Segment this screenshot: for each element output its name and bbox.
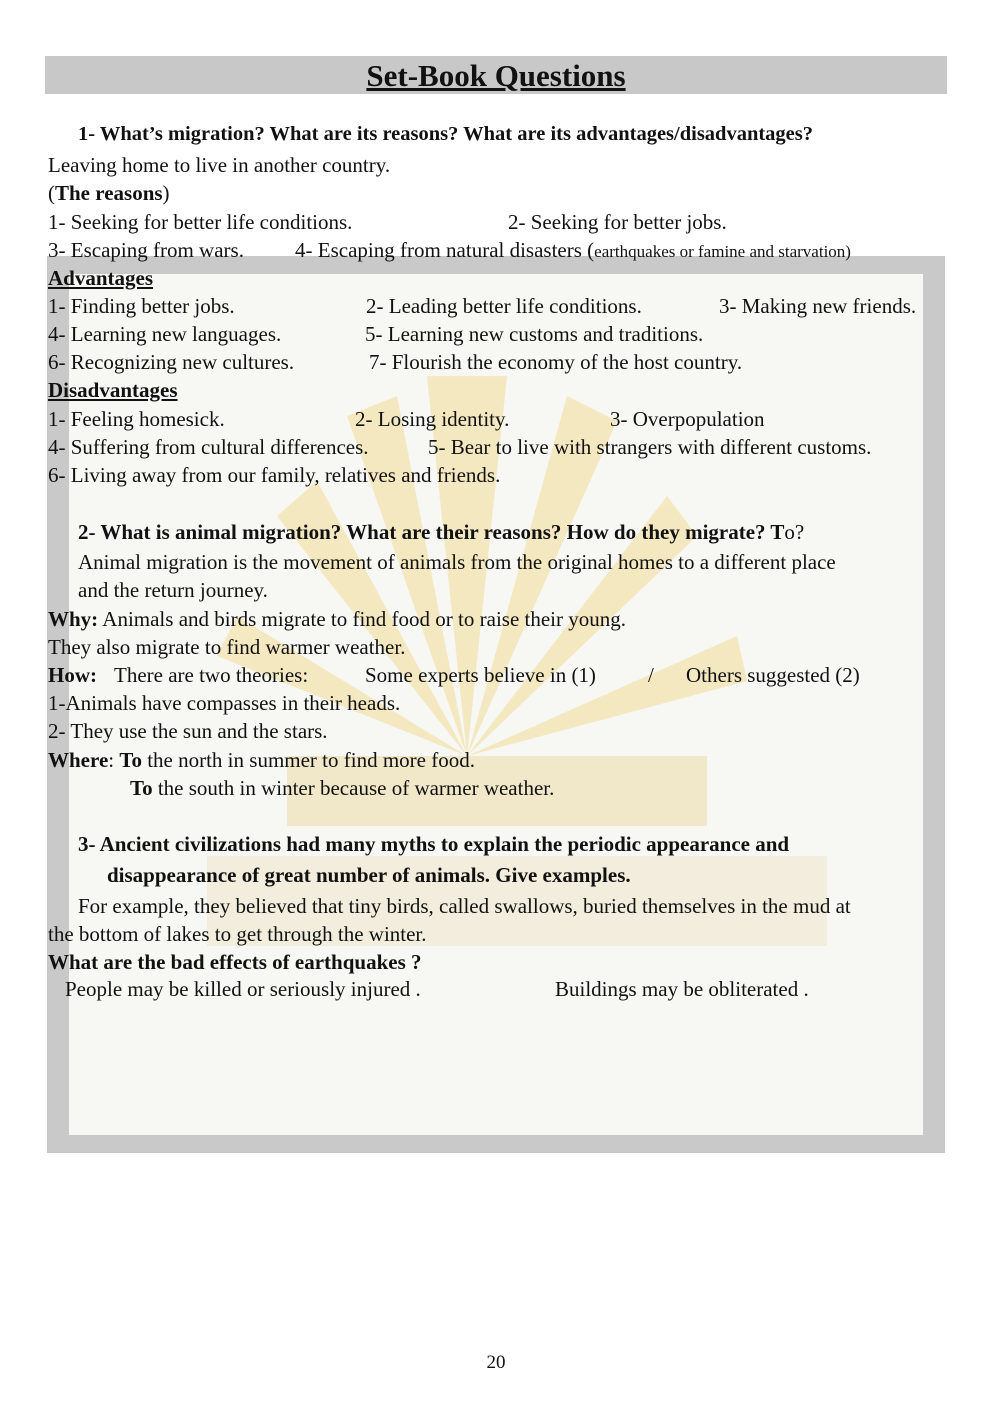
disadvantage-2: 2- Losing identity.	[355, 407, 510, 431]
earthquake-effect-2: Buildings may be obliterated .	[555, 977, 809, 1001]
q2-why-line2: They also migrate to find warmer weather.	[48, 635, 406, 659]
advantages-label: Advantages	[48, 266, 154, 290]
q1-heading: 1- What’s migration? What are its reasons? What are its advantages/disadvantages?	[78, 123, 814, 145]
advantage-4: 4- Learning new languages.	[48, 322, 282, 346]
q3-answer-line2: the bottom of lakes to get through the winter.	[48, 922, 427, 946]
why-text: Animals and birds migrate to find food or to raise their young.	[98, 607, 627, 631]
q2-where-line2	[130, 775, 554, 801]
q2-answer-line2: and the return journey.	[78, 578, 268, 602]
q1-definition: Leaving home to live in another country.	[48, 153, 391, 177]
how-option-2: Others suggested (2)	[686, 663, 860, 687]
reason-2: 2- Seeking for better jobs.	[508, 210, 727, 234]
why-label: Why:	[48, 607, 99, 631]
advantage-5: 5- Learning new customs and traditions.	[365, 322, 704, 346]
page-title: Set-Book Questions	[366, 58, 626, 93]
advantage-3: 3- Making new friends.	[719, 294, 917, 318]
advantage-6: 6- Recognizing new cultures.	[48, 350, 295, 374]
q2-why	[48, 606, 626, 632]
disadvantages-label: Disadvantages	[48, 378, 178, 402]
disadvantage-3: 3- Overpopulation	[610, 407, 765, 431]
where-text-2: the south in winter because of warmer weather.	[152, 776, 555, 800]
theory-1: 1-Animals have compasses in their heads.	[48, 691, 401, 715]
where-to-2: To	[130, 776, 153, 800]
reasons-close: )	[162, 181, 170, 205]
q2-how	[48, 662, 97, 688]
how-separator: /	[648, 663, 654, 687]
page-number: 20	[486, 1352, 506, 1373]
q2-heading	[78, 519, 804, 545]
q2-heading-bold: 2- What is animal migration? What are their reasons? How do they migrate? T	[78, 520, 785, 544]
q3-heading-line2: disappearance of great number of animals. Give examples.	[107, 863, 631, 887]
advantage-1: 1- Finding better jobs.	[48, 294, 235, 318]
how-text: There are two theories:	[114, 663, 309, 687]
where-to-1: To	[119, 748, 142, 772]
reason-3: 3- Escaping from wars.	[48, 238, 244, 262]
q1-reasons-heading	[48, 180, 170, 206]
disadvantage-4: 4- Suffering from cultural differences.	[48, 435, 369, 459]
theory-2: 2- They use the sun and the stars.	[48, 719, 328, 743]
reason-4	[295, 237, 851, 265]
reasons-open: (	[48, 181, 55, 205]
disadvantage-6: 6- Living away from our family, relatives and friends.	[48, 463, 501, 487]
reasons-label: The reasons	[55, 181, 163, 205]
disadvantage-1: 1- Feeling homesick.	[48, 407, 225, 431]
q3-heading-line1: 3- Ancient civilizations had many myths to explain the periodic appearance and	[78, 832, 790, 856]
q2-heading-tail: o?	[784, 520, 805, 544]
where-colon: :	[108, 748, 120, 772]
advantage-2: 2- Leading better life conditions.	[366, 294, 642, 318]
disadvantage-5: 5- Bear to live with strangers with different customs.	[428, 435, 872, 459]
reason-1: 1- Seeking for better life conditions.	[48, 210, 353, 234]
earthquake-question: What are the bad effects of earthquakes ?	[48, 950, 422, 974]
advantage-7: 7- Flourish the economy of the host country.	[369, 350, 743, 374]
where-label: Where	[48, 748, 109, 772]
q3-answer-line1: For example, they believed that tiny birds, called swallows, buried themselves in the mud at	[78, 894, 851, 918]
reason-4-detail: earthquakes or famine and starvation)	[594, 242, 851, 261]
where-text-1: the north in summer to find more food.	[141, 748, 475, 772]
how-option-1: Some experts believe in (1)	[365, 663, 596, 687]
q2-answer-line1: Animal migration is the movement of animals from the original homes to a different place	[78, 550, 836, 574]
earthquake-effect-1: People may be killed or seriously injured .	[65, 977, 421, 1001]
how-label: How:	[48, 663, 97, 687]
reason-4-main: 4- Escaping from natural disasters (	[295, 238, 595, 262]
q2-where	[48, 747, 475, 773]
